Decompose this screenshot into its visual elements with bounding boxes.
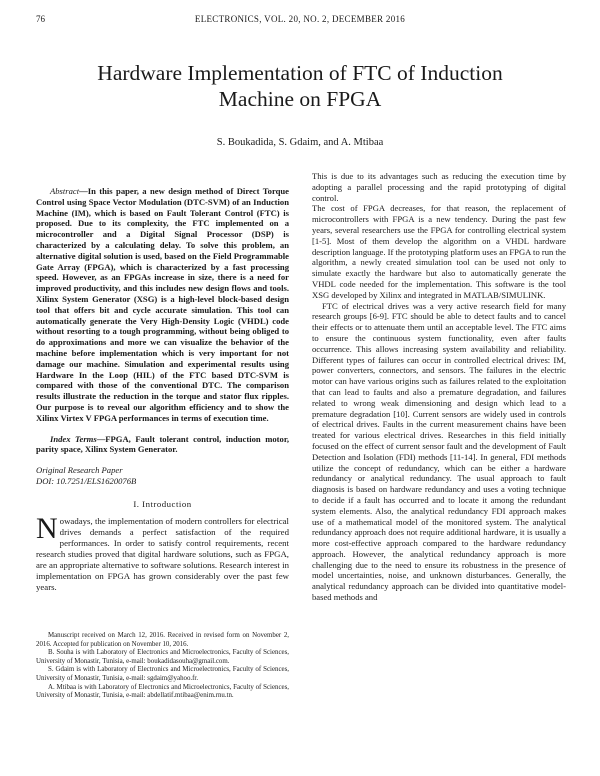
abstract <box>36 186 289 424</box>
journal-header: ELECTRONICS, VOL. 20, NO. 2, DECEMBER 2016 <box>194 14 406 24</box>
abstract-text: —In this paper, a new design method of Direct Torque Control using Space Vector Modulation (DTC-SVM) of an Induction Machine (IM), which is based on Fault Tolerant Control (FTC) is proposed. Due to its complexity, the FTC implemented on a microcontroller and a Digital Signal Processor (DSP) is characterized by a calculating delay. To solve this problem, an alternative digital solution is used, based on the Field Programmable Gate Array (FPGA), which is characterized by a fast processing speed. However, as an FPGAs increase in size, there is a need for improved productivity, and this includes new design flows and tools. Xilinx System Generator (XSG) is a high-level block-based design tool that offers bit and cycle accurate simulation. This tool can automatically generate the Very High-Density Logic (VHDL) code without resorting to a tough programming, without being obliged to do approximations and more we can visualize the behavior of the machine before implementation which is very important for not damage our machine. Simulation and experimental results using Hardware In the Loop (HIL) of the FTC based DTC-SVM is compared with those of the conventional DTC. The comparison results illustrate the reduction in the torque and stator flux ripples. Our purpose is to reveal our algorithm efficiency and to show the Xilinx Virtex V FPGA performances in terms of execution time. <box>36 186 289 423</box>
author-list: S. Boukadida, S. Gdaim, and A. Mtibaa <box>216 137 384 148</box>
right-column <box>312 171 566 603</box>
paper-type-block <box>36 465 289 487</box>
footnotes <box>36 632 289 701</box>
paper-title: Hardware Implementation of FTC of Induction Machine on FPGA <box>97 61 503 111</box>
abstract-label: Abstract <box>50 186 80 196</box>
page-number: 76 <box>36 14 45 24</box>
body-paragraph: The cost of FPGA decreases, for that reason, the replacement of microcontrollers with FPGA is a new tendency. During the past few years, several researchers use the FPGA for controlling electrical system [1-5]. Most of them develop the algorithm on a VHDL hardware description language. If the prototyping platform uses an FPGA to run the algorithm, a newly created simulation tool can be used not only to simulate exactly the hardware but also to automatically generate the VHDL code needed for the implementation. This software is the tool XSG developed by Xilinx and integrated in MATLAB/SIMULINK. <box>312 203 566 300</box>
section-heading: I. Introduction <box>133 498 192 509</box>
doi: DOI: 10.7251/ELS1620076B <box>36 475 137 486</box>
running-head <box>0 14 600 26</box>
paper-type: Original Research Paper <box>36 465 123 476</box>
intro-text: owadays, the implementation of modern controllers for electrical drives demands a perfect satisfaction of the required performances. In order to satisfy control requirements, recent research studies proved that digital hardware solutions, such as FPGA, are an appropriate alternative to software solutions. Research interest in implementation on FPGA has grown considerably over the past few years. <box>36 515 289 592</box>
body-paragraph: FTC of electrical drives was a very active research field for many research groups [6-9]. FTC should be able to detect faults and to cancel their effects or to attenuate them until an acceptable level. The FTC aims to ensure the continuous system functionality, even after faults occurrence. This allows increasing system availability and reliability. Different types of failures can occur in controlled electrical drives: IM, power converters, connectors, and sensors. The failures in the electric motor can have various origins such as failures related to the exploitation that can lead to faults and also a premature degradation, and failures related to wrong weak dimensioning and design which lead to a premature degradation [10]. Current sensors are widely used in controls of electrical drives. Faults in the current measurement chains have been treated for various electrical drives. Researches in this field initially focused on the effect of current sensor fault and the development of Fault Detection and Isolation (FDI) methods [11-14]. In general, FDI methods utilize the concept of redundancy, which can be either a hardware redundancy or analytical redundancy. The usual approach to fault diagnosis is based on hardware redundancy and uses a voting technique to decide if a fault has occurred and to locate it among the redundant system elements. Also, the analytical redundancy FDI approach makes use of a mathematical model of the monitored system. The analytical redundancy approach does not require additional hardware, it is usually a more cost-effective approach compared to the hardware redundancy approach. However, the analytical redundancy approach is more challenging due to the need to ensure its robustness in the presence of model uncertainties, noise, and unknown disturbances. Generally, the analytical redundancy approach can be divided into quantitative model-based methods and <box>312 300 566 603</box>
footnote-item: Manuscript received on March 12, 2016. Received in revised form on November 2, 2016. Accepted for publication on November 10, 2016. <box>36 632 289 648</box>
footnote-item: A. Mtibaa is with Laboratory of Electronics and Microelectronics, Faculty of Sciences, University of Monastir, Tunisia, e-mail: abdellatif.mtibaa@enim.rnu.tn. <box>36 683 289 700</box>
footnote-item: S. Gdaim is with Laboratory of Electronics and Microelectronics, Faculty of Sciences, University of Monastir, Tunisia, e-mail: sgdaim@yahoo.fr. <box>36 666 289 682</box>
index-terms-label: Index Terms <box>50 433 97 444</box>
body-paragraph: This is due to its advantages such as reducing the execution time by adopting a parallel processing and the rapid prototyping of digital control. <box>312 171 566 203</box>
index-terms <box>36 434 289 456</box>
index-terms-text: —FPGA, Fault tolerant control, induction motor, parity space, Xilinx System Generator. <box>36 433 289 455</box>
footnote-item: B. Souha is with Laboratory of Electronics and Microelectronics, Faculty of Sciences, University of Monastir, Tunisia, e-mail: boukadidasouha@gmail.com. <box>36 649 289 665</box>
intro-paragraph <box>36 511 289 593</box>
drop-cap: N <box>36 511 58 545</box>
left-column <box>36 186 289 593</box>
